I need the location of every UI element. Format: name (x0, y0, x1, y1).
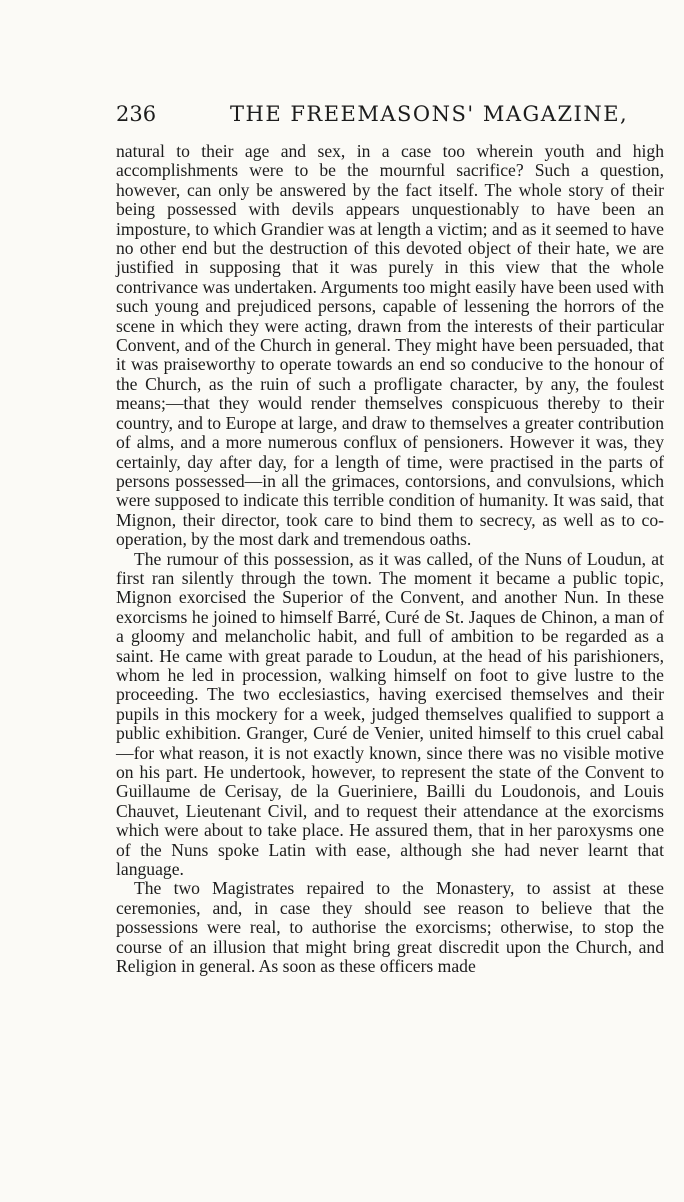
body-text (116, 142, 664, 976)
paragraph-3: The two Magistrates repaired to the Monastery, to assist at these ceremonies, and, in case they should see reason to believe that the possessions were real, to authorise the exorcisms; otherwise, to stop the course of an illusion that might bring great discredit upon the Church, and Religion in general. As soon as these officers made (116, 878, 664, 977)
page-number: 236 (116, 102, 157, 126)
running-head: THE FREEMASONS' MAGAZINE, (230, 102, 629, 126)
paragraph-2: The rumour of this possession, as it was called, of the Nuns of Loudun, at first ran silently through the town. The moment it became a public topic, Mignon exorcised the Superior of the Convent, and another Nun. In these exorcisms he joined to himself Barré, Curé de St. Jaques de Chinon, a man of a gloomy and melancholic habit, and full of ambition to be regarded as a saint. He came with great parade to Loudun, at the head of his parishioners, whom he led in procession, walking himself on foot to give lustre to the proceeding. The two ecclesiastics, having exercised themselves and their pupils in this mockery for a week, judged themselves qualified to support a public exhibition. Granger, Curé de Venier, united himself to this cruel cabal—for what reason, it is not exactly known, since there was no visible motive on his part. He undertook, however, to represent the state of the Convent to Guillaume de Cerisay, de la Gueriniere, Bailli du Loudonois, and Louis Chauvet, Lieutenant Civil, and to request their attendance at the exorcisms which were about to take place. He assured them, that in her paroxysms one of the Nuns spoke Latin with ease, although she had never learnt that language. (116, 548, 664, 880)
paragraph-1: natural to their age and sex, in a case too wherein youth and high accomplishments were to be the mournful sacrifice? Such a question, however, can only be answered by the fact itself. The whole story of their being possessed with devils appears unquestionably to have been an imposture, to which Grandier was at length a victim; and as it seemed to have no other end but the destruction of this devoted object of their hate, we are justified in supposing that it was purely in this view that the whole contrivance was undertaken. Arguments too might easily have been used with such young and prejudiced persons, capable of lessening the horrors of the scene in which they were acting, drawn from the interests of their particular Convent, and of the Church in general. They might have been persuaded, that it was praiseworthy to operate towards an end so conducive to the honour of the Church, as the ruin of such a profligate character, by any, the foulest means;—that they would render themselves conspicuous thereby to their country, and to Europe at large, and draw to themselves a greater contribution of alms, and a more numerous conflux of pensioners. However it was, they certainly, day after day, for a length of time, were practised in the parts of persons possessed—in all the grimaces, contorsions, and convulsions, which were supposed to indicate this terrible condition of humanity. It was said, that Mignon, their director, took care to bind them to secrecy, as well as to co-operation, by the most dark and tremendous oaths. (116, 141, 664, 550)
page-header (112, 98, 672, 138)
